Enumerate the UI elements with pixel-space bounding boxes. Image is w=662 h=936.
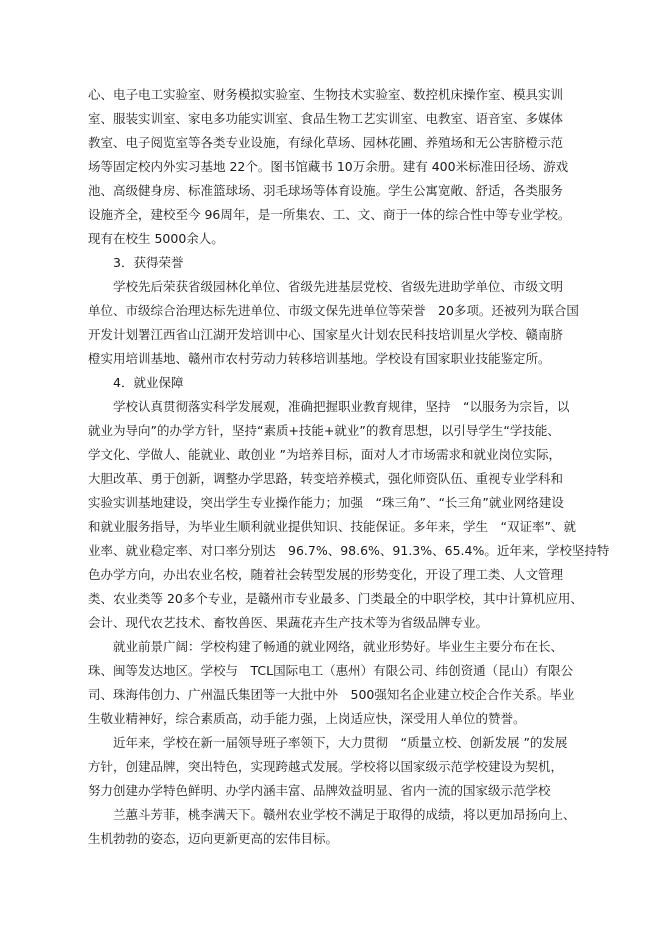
text-line: 学校认真贯彻落实科学发展观，准确把握职业教育规律，坚持 “以服务为宗旨，以: [113, 399, 570, 414]
text-line: 橙实用培训基地、赣州市农村劳动力转移培训基地。学校设有国家职业技能鉴定所。: [88, 351, 551, 366]
section-heading: 3．获得荣誉: [113, 255, 184, 270]
text-line: 方针，创建品牌，突出特色，实现跨越式发展。学校将以国家级示范学校建设为契机，: [88, 759, 564, 774]
text-line: 司、珠海伟创力、广州温氏集团等一大批中外 500强知名企业建立校企合作关系。毕业: [88, 687, 575, 702]
text-line: 学校先后荣获省级园林化单位、省级先进基层党校、省级先进助学单位、市级文明: [113, 279, 564, 294]
text-line: 和就业服务指导，为毕业生顺利就业提供知识、技能保证。多年来，学生 “双证率”、就: [88, 519, 576, 534]
text-line: 现有在校生 5000余人。: [88, 231, 224, 246]
text-line: 开发计划署江西省山江湖开发培训中心、国家星火计划农民科技培训星火学校、赣南脐: [88, 327, 564, 342]
text-line: 场等固定校内外实习基地 22个。图书馆藏书 10万余册。建有 400米标准田径场、游戏: [88, 159, 569, 174]
text-line: 业率、就业稳定率、对口率分别达 96.7%、98.6%、91.3%、65.4%。近年来，学校坚持特: [88, 543, 610, 558]
text-line: 生敬业精神好，综合素质高，动手能力强，上岗适应快，深受用人单位的赞誉。: [88, 711, 526, 726]
text-line: 会计、现代农艺技术、畜牧兽医、果蔬花卉生产技术等为省级品牌专业。: [88, 615, 489, 630]
text-line: 实验实训基地建设，突出学生专业操作能力；加强 “珠三角”、“长三角”就业网络建设: [88, 495, 564, 510]
text-line: 近年来，学校在新一届领导班子率领下，大力贯彻 “质量立校、创新发展 ”的发展: [113, 735, 568, 750]
text-line: 兰蕙斗芳菲，桃李满天下。赣州农业学校不满足于取得的成绩，将以更加昂扬向上、: [113, 807, 576, 822]
text-line: 就业为导向”的办学方针，坚持“素质+技能+就业”的教育思想，以引导学生“学技能、: [88, 423, 560, 438]
text-line: 心、电子电工实验室、财务模拟实验室、生物技术实验室、数控机床操作室、模具实训: [88, 87, 564, 102]
text-line: 大胆改革、勇于创新，调整办学思路，转变培养模式，强化师资队伍、重视专业学科和: [88, 471, 564, 486]
text-line: 室、服装实训室、家电多功能实训室、食品生物工艺实训室、电教室、语音室、多媒体: [88, 111, 564, 126]
section-heading: 4．就业保障: [113, 375, 184, 390]
text-line: 学文化、学做人、能就业、敢创业 ”为培养目标，面对人才市场需求和就业岗位实际，: [88, 447, 561, 462]
text-line: 教室、电子阅览室等各类专业设施，有绿化草场、园林花圃、养殖场和无公害脐橙示范: [88, 135, 564, 150]
text-line: 设施齐全，建校至今 96周年，是一所集农、工、文、商于一体的综合性中等专业学校。: [88, 207, 571, 222]
text-line: 类、农业类等 20多个专业，是赣州市专业最多、门类最全的中职学校，其中计算机应用、: [88, 591, 583, 606]
text-line: 色办学方向，办出农业名校，随着社会转型发展的形势变化，开设了理工类、人文管理: [88, 567, 564, 582]
text-line: 单位、市级综合治理达标先进单位、市级文保先进单位等荣誉 20多项。还被列为联合国: [88, 303, 579, 318]
text-line: 努力创建办学特色鲜明、办学内涵丰富、品牌效益明显、省内一流的国家级示范学校: [88, 783, 551, 798]
text-line: 珠、闽等发达地区。学校与 TCL国际电工（惠州）有限公司、纬创资通（昆山）有限公: [88, 663, 574, 678]
text-line: 池、高级健身房、标准篮球场、羽毛球场等体育设施。学生公寓宽敞、舒适，各类服务: [88, 183, 564, 198]
text-line: 生机勃勃的姿态，迈向更新更高的宏伟目标。: [88, 831, 339, 846]
text-line: 就业前景广阔：学校构建了畅通的就业网络，就业形势好。毕业生主要分布在长、: [113, 639, 564, 654]
